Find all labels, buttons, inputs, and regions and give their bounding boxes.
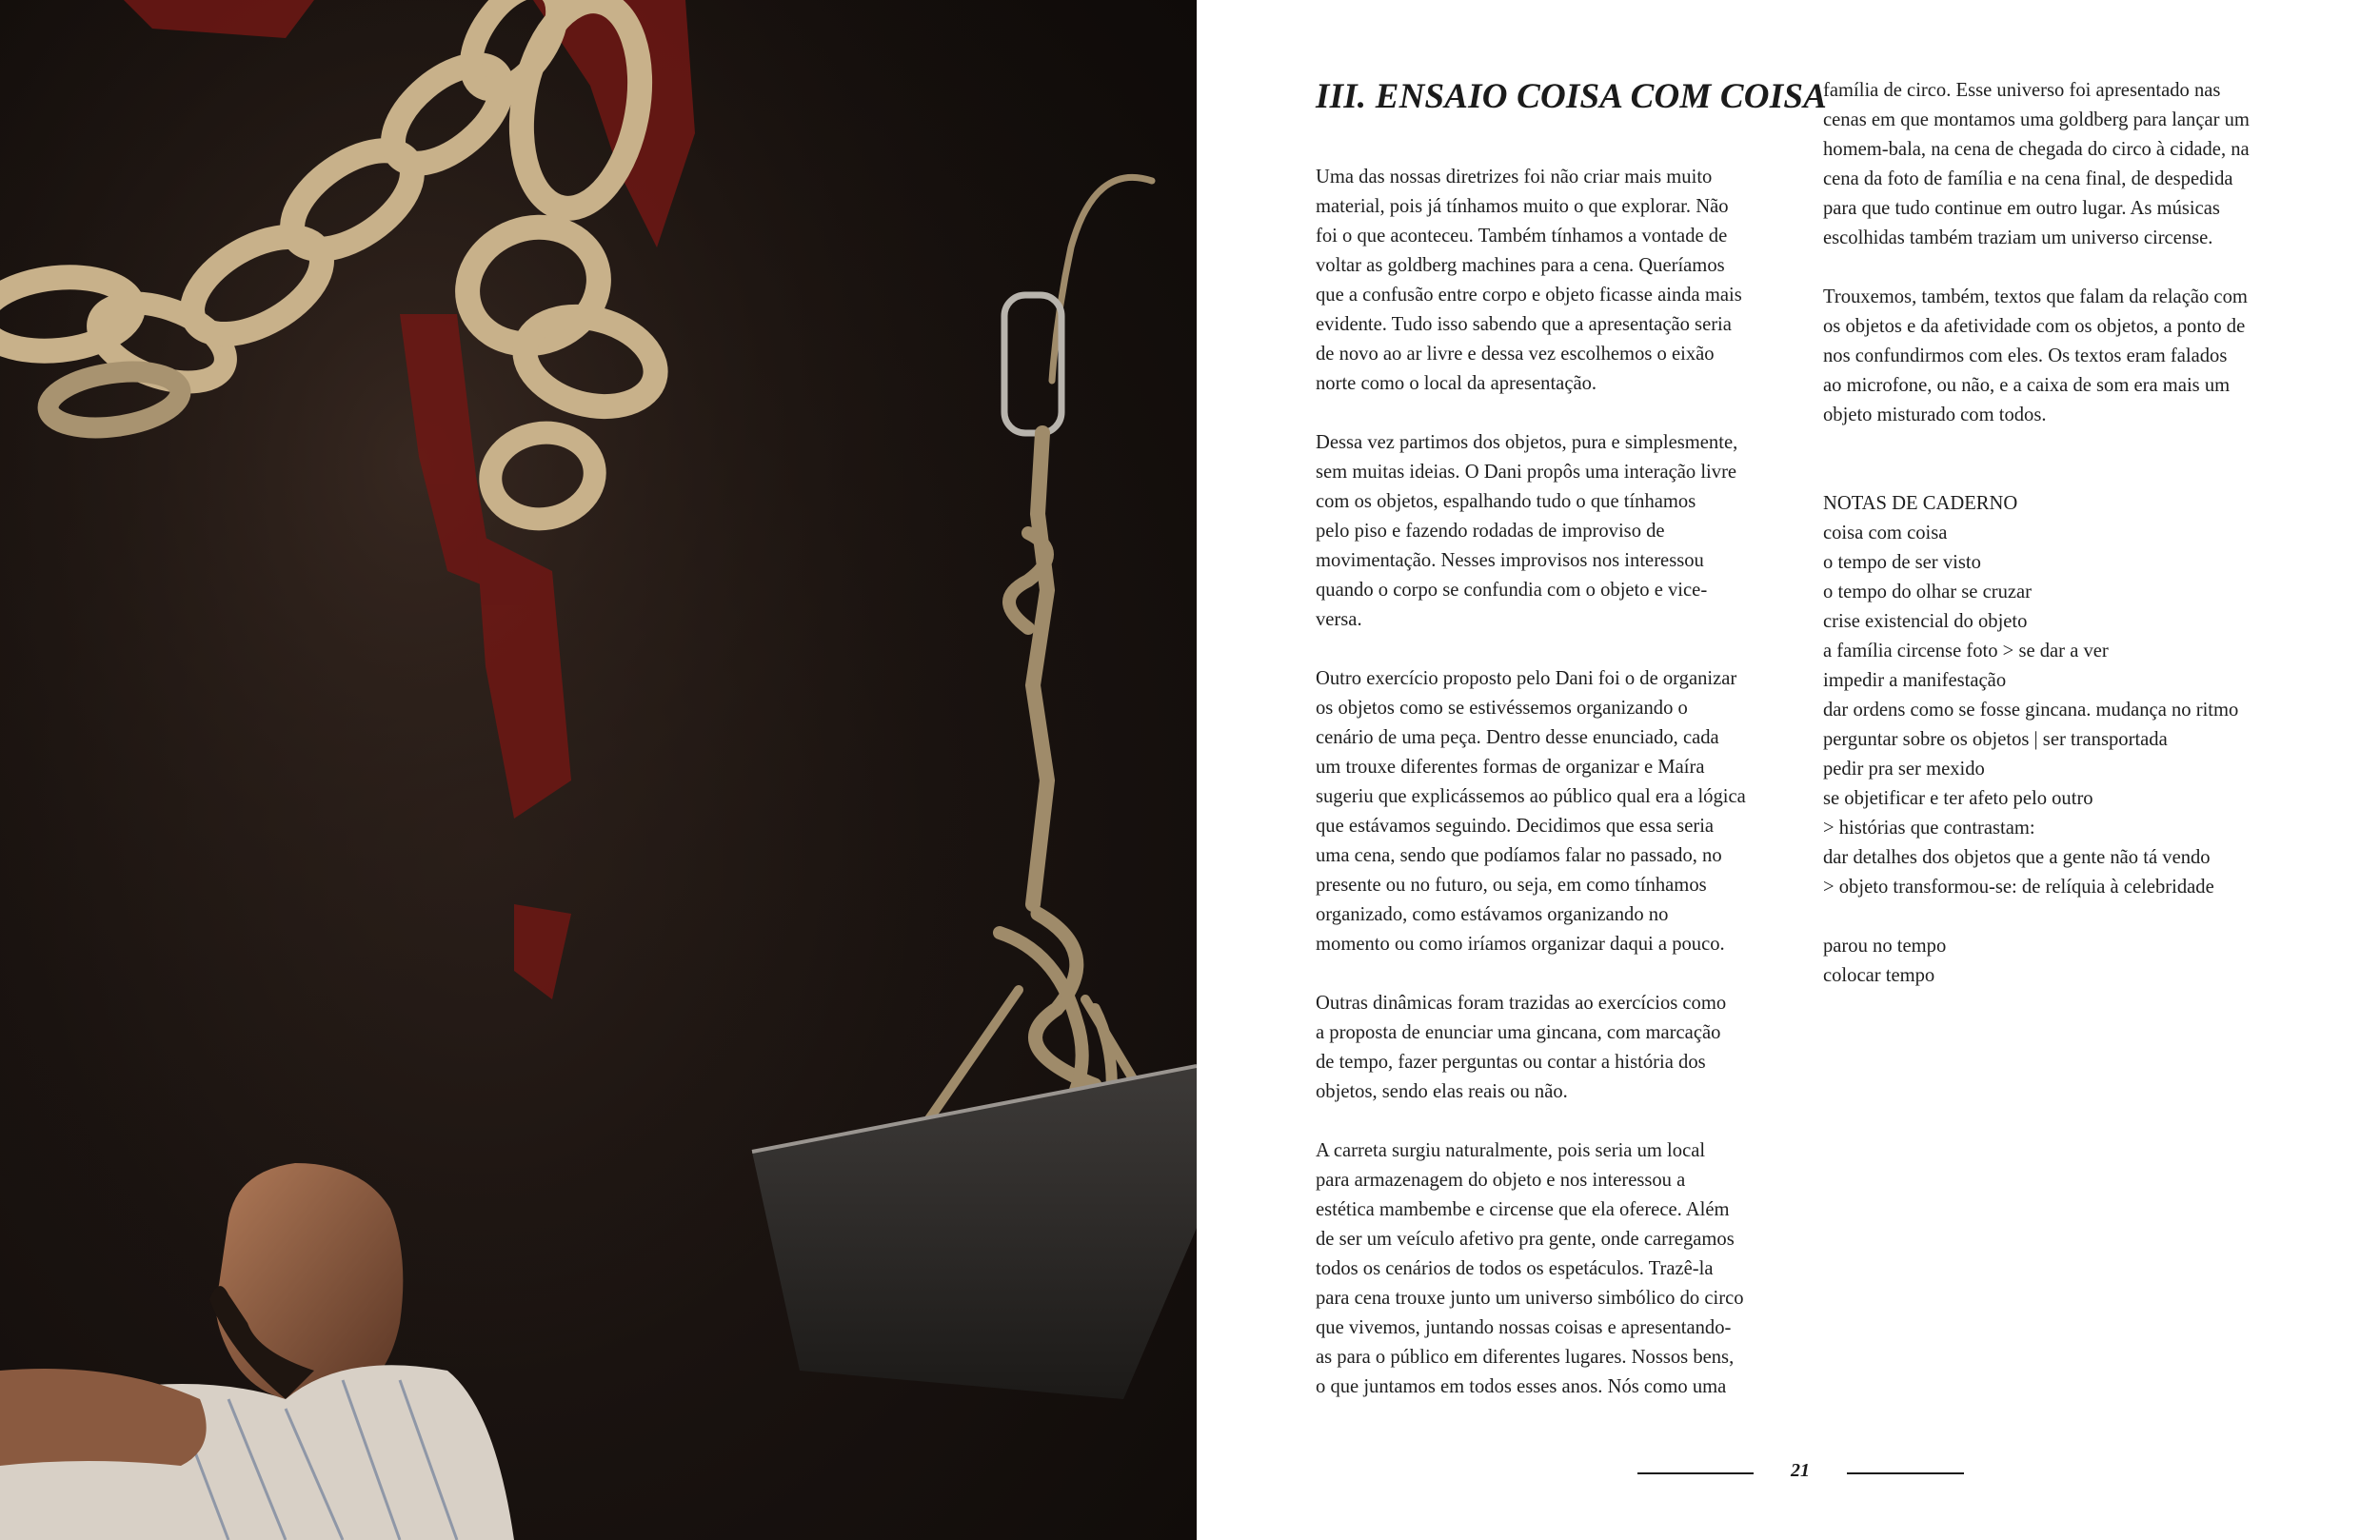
text-line: Dessa vez partimos dos objetos, pura e simplesmente, — [1316, 432, 1738, 453]
paragraph — [1316, 428, 1782, 635]
paragraph — [1823, 76, 2309, 253]
text-line: a proposta de enunciar uma gincana, com marcação — [1316, 1022, 1721, 1043]
text-line: cenário de uma peça. Dentro desse enunciado, cada — [1316, 727, 1719, 748]
text-line: cenas em que montamos uma goldberg para lançar um — [1823, 109, 2250, 130]
text-line: de ser um veículo afetivo pra gente, onde carregamos — [1316, 1229, 1735, 1250]
text-line: pelo piso e fazendo rodadas de improviso de — [1316, 521, 1665, 542]
page-number: 21 — [1791, 1460, 1810, 1481]
text-line: ao microfone, ou não, e a caixa de som era mais um — [1823, 375, 2231, 396]
note-line: crise existencial do objeto — [1823, 611, 2028, 632]
notes-closing — [1823, 932, 2309, 991]
text-line: todos os cenários de todos os espetáculos. Trazê-la — [1316, 1258, 1714, 1279]
text-line: voltar as goldberg machines para a cena. Queríamos — [1316, 255, 1725, 276]
section-title: III. ENSAIO COISA COM COISA — [1316, 77, 1827, 116]
text-line: as para o público em diferentes lugares. Nossos bens, — [1316, 1347, 1735, 1368]
left-text-column — [1316, 163, 1782, 1431]
text-line: que vivemos, juntando nossas coisas e apresentando- — [1316, 1317, 1732, 1338]
text-line: versa. — [1316, 609, 1362, 630]
text-line: Trouxemos, também, textos que falam da relação com — [1823, 286, 2248, 307]
text-line: os objetos e da afetividade com os objetos, a ponto de — [1823, 316, 2246, 337]
note-line: o tempo do olhar se cruzar — [1823, 582, 2033, 602]
text-line: organizado, como estávamos organizando no — [1316, 904, 1669, 925]
text-line: com os objetos, espalhando tudo o que tínhamos — [1316, 491, 1696, 512]
text-line: de novo ao ar livre e dessa vez escolhemos o eixão — [1316, 344, 1715, 365]
text-line: presente ou no futuro, ou seja, em como tínhamos — [1316, 875, 1707, 896]
text-line: nos confundirmos com eles. Os textos eram falados — [1823, 346, 2228, 366]
text-line: homem-bala, na cena de chegada do circo à cidade, na — [1823, 139, 2250, 160]
notes-heading: NOTAS DE CADERNO — [1823, 493, 2018, 514]
text-line: material, pois já tínhamos muito o que explorar. Não — [1316, 196, 1729, 217]
text-line: Uma das nossas diretrizes foi não criar mais muito — [1316, 167, 1713, 188]
note-line: impedir a manifestação — [1823, 670, 2007, 691]
note-line: colocar tempo — [1823, 965, 1935, 986]
notebook-notes — [1823, 489, 2309, 902]
paragraph — [1316, 163, 1782, 399]
footer-rule-left — [1637, 1472, 1754, 1474]
text-line: quando o corpo se confundia com o objeto e vice- — [1316, 580, 1708, 601]
text-line: objetos, sendo elas reais ou não. — [1316, 1081, 1568, 1102]
text-line: um trouxe diferentes formas de organizar e Maíra — [1316, 757, 1705, 778]
text-line: família de circo. Esse universo foi apresentado nas — [1823, 80, 2221, 101]
text-line: para armazenagem do objeto e nos interessou a — [1316, 1170, 1686, 1191]
text-line: para cena trouxe junto um universo simbólico do circo — [1316, 1288, 1744, 1309]
note-line: coisa com coisa — [1823, 523, 1948, 543]
text-line: evidente. Tudo isso sabendo que a apresentação seria — [1316, 314, 1732, 335]
note-line: pedir pra ser mexido — [1823, 759, 1985, 780]
note-line: perguntar sobre os objetos | ser transportada — [1823, 729, 2168, 750]
text-line: o que juntamos em todos esses anos. Nós como uma — [1316, 1376, 1727, 1397]
text-line: Outras dinâmicas foram trazidas ao exercícios como — [1316, 993, 1727, 1014]
text-line: que a confusão entre corpo e objeto ficasse ainda mais — [1316, 285, 1742, 306]
text-line: sem muitas ideias. O Dani propôs uma interação livre — [1316, 462, 1737, 483]
paragraph — [1316, 664, 1782, 959]
note-line: parou no tempo — [1823, 936, 1947, 957]
text-line: que estávamos seguindo. Decidimos que essa seria — [1316, 816, 1715, 837]
text-line: uma cena, sendo que podíamos falar no passado, no — [1316, 845, 1722, 866]
note-line: > histórias que contrastam: — [1823, 818, 2035, 839]
text-line: norte como o local da apresentação. — [1316, 373, 1597, 394]
paragraph — [1316, 989, 1782, 1107]
text-line: os objetos como se estivéssemos organizando o — [1316, 698, 1688, 719]
paragraph — [1823, 283, 2309, 430]
text-line: movimentação. Nesses improvisos nos interessou — [1316, 550, 1704, 571]
right-text-column — [1823, 76, 2309, 1020]
note-line: dar ordens como se fosse gincana. mudança no ritmo — [1823, 700, 2239, 721]
note-line: > objeto transformou-se: de relíquia à celebridade — [1823, 877, 2214, 898]
footer-rule-right — [1847, 1472, 1964, 1474]
text-line: para que tudo continue em outro lugar. As músicas — [1823, 198, 2220, 219]
paragraph — [1316, 1136, 1782, 1402]
text-line: Outro exercício proposto pelo Dani foi o de organizar — [1316, 668, 1737, 689]
text-line: A carreta surgiu naturalmente, pois seria um local — [1316, 1140, 1706, 1161]
text-line: foi o que aconteceu. Também tínhamos a vontade de — [1316, 226, 1728, 247]
note-line: a família circense foto > se dar a ver — [1823, 641, 2109, 661]
note-line: o tempo de ser visto — [1823, 552, 1981, 573]
text-line: sugeriu que explicássemos ao público qual era a lógica — [1316, 786, 1746, 807]
text-line: escolhidas também traziam um universo circense. — [1823, 227, 2213, 248]
note-line: dar detalhes dos objetos que a gente não tá vendo — [1823, 847, 2211, 868]
text-line: estética mambembe e circense que ela oferece. Além — [1316, 1199, 1730, 1220]
note-line: se objetificar e ter afeto pelo outro — [1823, 788, 2093, 809]
text-line: momento ou como iríamos organizar daqui a pouco. — [1316, 934, 1725, 955]
text-line: cena da foto de família e na cena final, de despedida — [1823, 168, 2233, 189]
text-line: de tempo, fazer perguntas ou contar a história dos — [1316, 1052, 1706, 1073]
text-line: objeto misturado com todos. — [1823, 405, 2047, 425]
